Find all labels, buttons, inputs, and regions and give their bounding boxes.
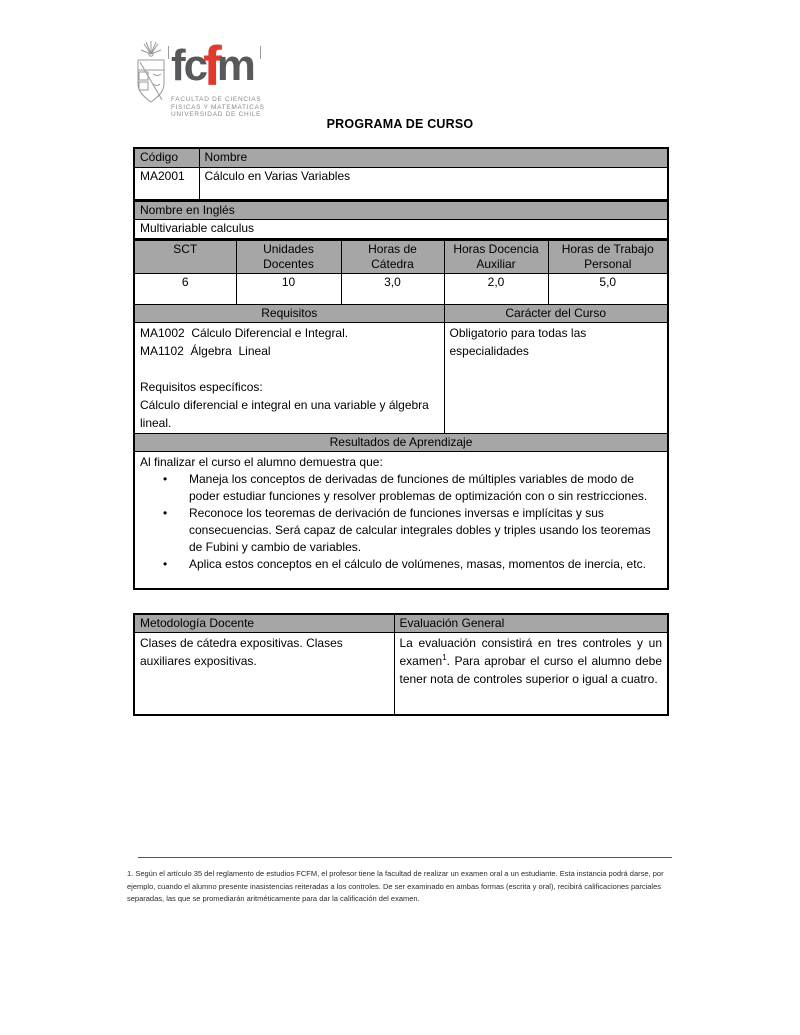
logo-caption-line: UNIVERSIDAD DE CHILE [171,111,262,118]
course-id-table [133,147,669,201]
university-crest-icon [133,40,169,110]
requisito-line: MA1102 Álgebra Lineal [140,344,271,358]
page-title: PROGRAMA DE CURSO [326,117,474,131]
evaluacion-cell [394,633,668,715]
horas-catedra-header: Horas de Cátedra [341,240,444,274]
unidades-docentes-value: 10 [236,274,341,305]
evaluacion-text-start: La evaluación consistirá en tres controles y un examen [399,636,662,668]
horas-trabajo-header: Horas de Trabajo Personal [548,240,668,274]
wordmark-tick-right [260,46,261,59]
resultados-header: Resultados de Aprendizaje [134,434,668,452]
caracter-header: Carácter del Curso [444,305,668,323]
bullet-icon: • [163,506,168,520]
metodologia-text: Clases de cátedra expositivas. Clases auxiliares expositivas. [140,636,343,668]
nombre-ingles-value: Multivariable calculus [134,220,668,239]
list-item [140,505,662,556]
horas-docencia-value: 2,0 [444,274,548,305]
requisitos-cell [134,323,444,434]
evaluacion-header: Evaluación General [394,614,668,633]
logo-caption-line: FISICAS Y MATEMATICAS [171,103,265,111]
list-item [140,471,662,505]
nombre-value: Cálculo en Varias Variables [199,167,668,200]
bullet-icon: • [163,557,168,571]
caracter-text: Obligatorio para todas las especialidades [449,326,587,358]
horas-trabajo-value: 5,0 [548,274,668,305]
credits-table [133,239,669,590]
caracter-cell [444,323,668,434]
nombre-header: Nombre [199,148,668,167]
requisitos-header: Requisitos [134,305,444,323]
unidades-docentes-header: Unidades Docentes [236,240,341,274]
footnote-divider [138,857,672,858]
wordmark-tick-left [168,46,169,59]
metodologia-cell [134,633,394,715]
nombre-ingles-header: Nombre en Inglés [134,201,668,220]
codigo-value: MA2001 [134,167,199,200]
requisito-line: Requisitos específicos: [140,380,263,394]
logo-caption [171,96,265,119]
requisito-line: MA1002 Cálculo Diferencial e Integral. [140,326,349,340]
logo-caption-line: FACULTAD DE CIENCIAS [171,96,262,103]
fcfm-wordmark [171,34,265,119]
resultados-cell [134,452,668,589]
resultados-intro: Al finalizar el curso el alumno demuestra que: [140,455,383,469]
evaluacion-text [400,634,663,688]
fcfm-logo [133,34,273,118]
codigo-header: Código [134,148,199,167]
horas-catedra-value: 3,0 [341,274,444,305]
evaluacion-text-end: . Para aprobar el curso el alumno debe tener nota de controles superior o igual a cuatro. [399,654,662,686]
methodology-table [133,613,669,716]
wordmark-fc: fc [171,41,207,90]
metodologia-header: Metodología Docente [134,614,394,633]
sct-value: 6 [134,274,236,305]
horas-docencia-header: Horas Docencia Auxiliar [444,240,548,274]
english-name-table [133,200,669,240]
footnote-reference: 1 [442,653,447,662]
wordmark-m: m [216,41,254,90]
bullet-text: Reconoce los teoremas de derivación de funciones inversas e implícitas y sus consecuencias. Será capaz de calcular integrales dobles y triples usando los teoremas de Fubini y cambio de variables. [189,506,651,554]
requisito-line: Cálculo diferencial e integral en una variable y álgebra lineal. [140,398,433,430]
requisito-line [140,360,439,378]
list-item [140,556,662,573]
bullet-icon: • [163,472,168,486]
bullet-text: Maneja los conceptos de derivadas de funciones de múltiples variables de modo de poder estudiar funciones y resolver problemas de optimización con o sin restricciones. [189,472,648,503]
sct-header: SCT [134,240,236,274]
footnote-text: 1. Según el artículo 35 del reglamento de estudios FCFM, el profesor tiene la facultad de realizar un examen oral a un estudiante. Esta instancia podrá darse, por ejemplo, cuando el alumno presente inasistencias reiteradas a los controles. De ser examinado en ambas formas (escrita y oral), recibirá calificaciones parciales separadas, las que se promediarán aritméticamente para dar la calificación del examen. [127,869,664,903]
bullet-text: Aplica estos conceptos en el cálculo de volúmenes, masas, momentos de inercia, etc. [189,557,646,571]
wordmark-red-f: f [203,34,220,97]
